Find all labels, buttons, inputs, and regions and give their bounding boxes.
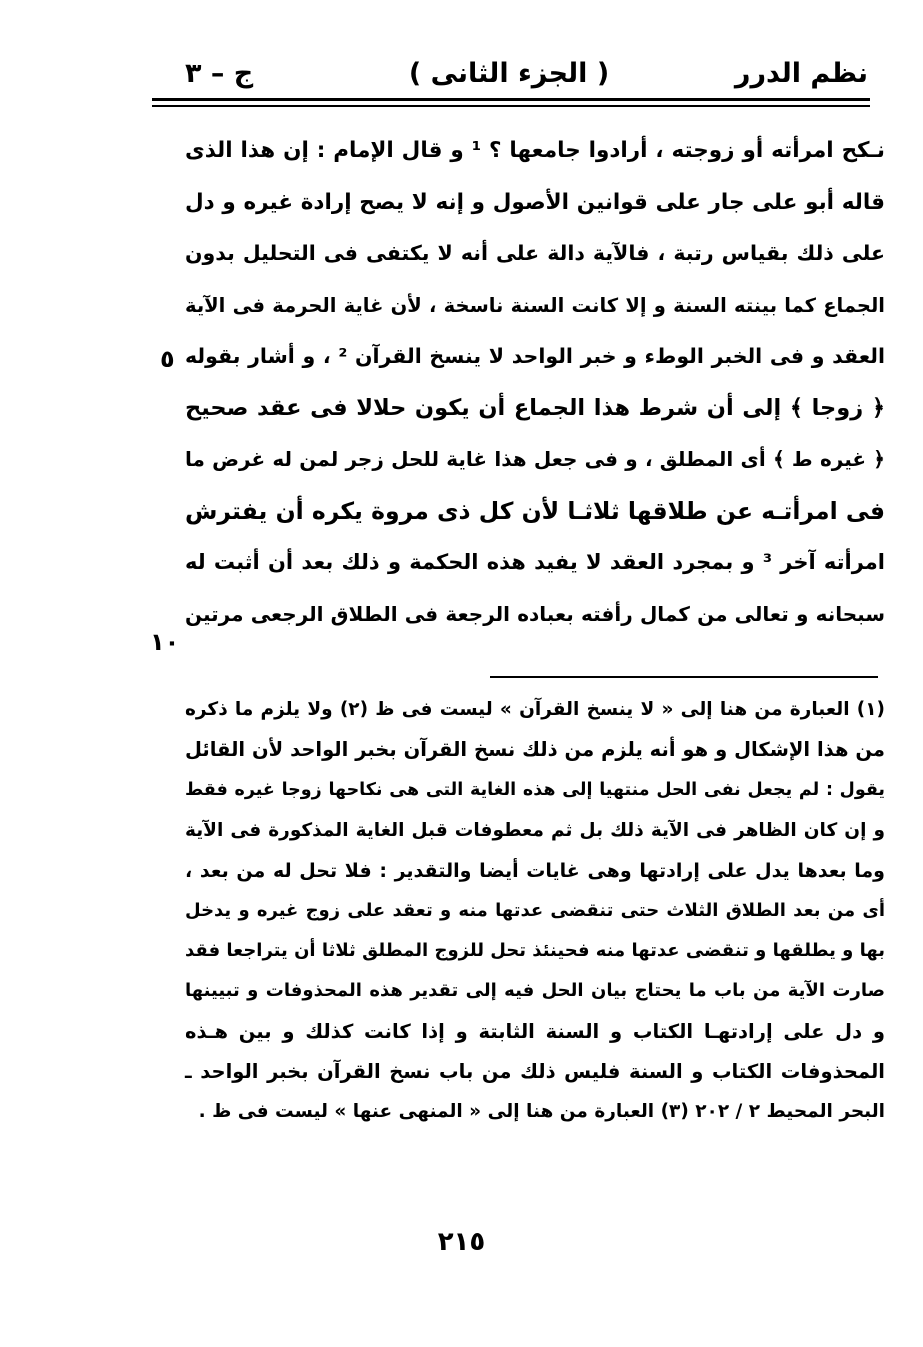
footnote-line-10: المحذوفات الكتاب و السنة فليس ذلك من باب نسخ القرآن بخبر الواحد ـ [185,1059,885,1083]
main-line-9: امرأته آخر ³ و بمجرد العقد لا يفيد هذه الحكمة و ذلك بعد أن أثبت له [185,550,885,574]
header-rule-thick [152,98,870,101]
footnote-line-1: (١) العبارة من هنا إلى « لا ينسخ القرآن » ليست فى ظ (٢) ولا يلزم ما ذكره [185,699,885,720]
footnote-line-4: و إن كان الظاهر فى الآية ذلك بل ثم معطوفات قبل الغاية المذكورة فى الآية [185,819,885,841]
main-line-10: سبحانه و تعالى من كمال رأفته بعباده الرجعة فى الطلاق الرجعى مرتين [185,601,885,626]
footnote-line-9: و دل على إرادتهـا الكتاب و السنة الثابتة و إذا كانت كذلك و بين هـذه [185,1019,885,1043]
line-marker-5: ٥ [160,345,175,373]
footnote-line-2: من هذا الإشكال و هو أنه يلزم من ذلك نسخ القرآن بخبر الواحد لأن القائل [185,738,885,762]
footnotes-block [185,690,885,1132]
footnote-line-11: البحر المحيط ٢ / ٢٠٢ (٣) العبارة من هنا إلى « المنهى عنها » ليست فى ظ . [198,1100,885,1122]
footnote-line-5: وما بعدها يدل على إرادتها وهى غايات أيضا والتقدير : فلا تحل له من بعد ، [185,859,885,882]
footnote-line-7: بها و يطلقها و تنقضى عدتها منه فحينئذ تحل للزوج المطلق ثلاثا أن يتراجعا فقد [185,940,885,962]
main-line-1: نـكح امرأته أو زوجته ، أرادوا جامعها ؟ ¹ و قال الإمام : إن هذا الذى [185,138,885,163]
main-line-7: ﴿ غيره ط ﴾ أى المطلق ، و فى جعل هذا غاية للحل زجر لمن له غرض ما [185,447,885,471]
main-line-2: قاله أبو على جار على قوانين الأصول و إنه لا يصح إرادة غيره و دل [185,189,885,215]
footnote-line-8: صارت الآية من باب ما يحتاج بيان الحل فيه إلى تقدير هذه المحذوفات و تبيينها [185,980,885,1002]
book-title: نظم الدرر [734,58,868,89]
main-line-5: العقد و فى الخبر الوطء و خبر الواحد لا ينسخ القرآن ² ، و أشار بقوله [185,344,885,368]
main-line-6: ﴿ زوجا ﴾ إلى أن شرط هذا الجماع أن يكون حلالا فى عقد صحيح [185,394,885,421]
main-line-8: فى امرأتـه عن طلاقها ثلاثـا لأن كل ذى مروة يكره أن يفترش [185,496,885,525]
footnote-separator [490,676,878,678]
header-rule-thin [152,105,870,107]
page-number: ٢١٥ [437,1227,486,1257]
running-header [150,52,868,96]
main-text-block [185,125,885,640]
volume-reference: ج – ٣ [185,58,254,89]
line-marker-10: ١٠ [150,628,180,656]
main-line-3: على ذلك بقياس رتبة ، فالآية دالة على أنه لا يكتفى فى التحليل بدون [185,241,885,265]
main-line-4: الجماع كما بينته السنة و إلا كانت السنة ناسخة ، لأن غاية الحرمة فى الآية [185,293,885,317]
part-label: ( الجزء الثانى ) [408,58,610,89]
footnote-line-3: يقول : لم يجعل نفى الحل منتهيا إلى هذه الغاية التى هى نكاحها زوجا غيره فقط [185,780,885,801]
footnote-line-6: أى من بعد الطلاق الثلاث حتى تنقضى عدتها منه و تعقد على زوج غيره و يدخل [185,899,885,921]
